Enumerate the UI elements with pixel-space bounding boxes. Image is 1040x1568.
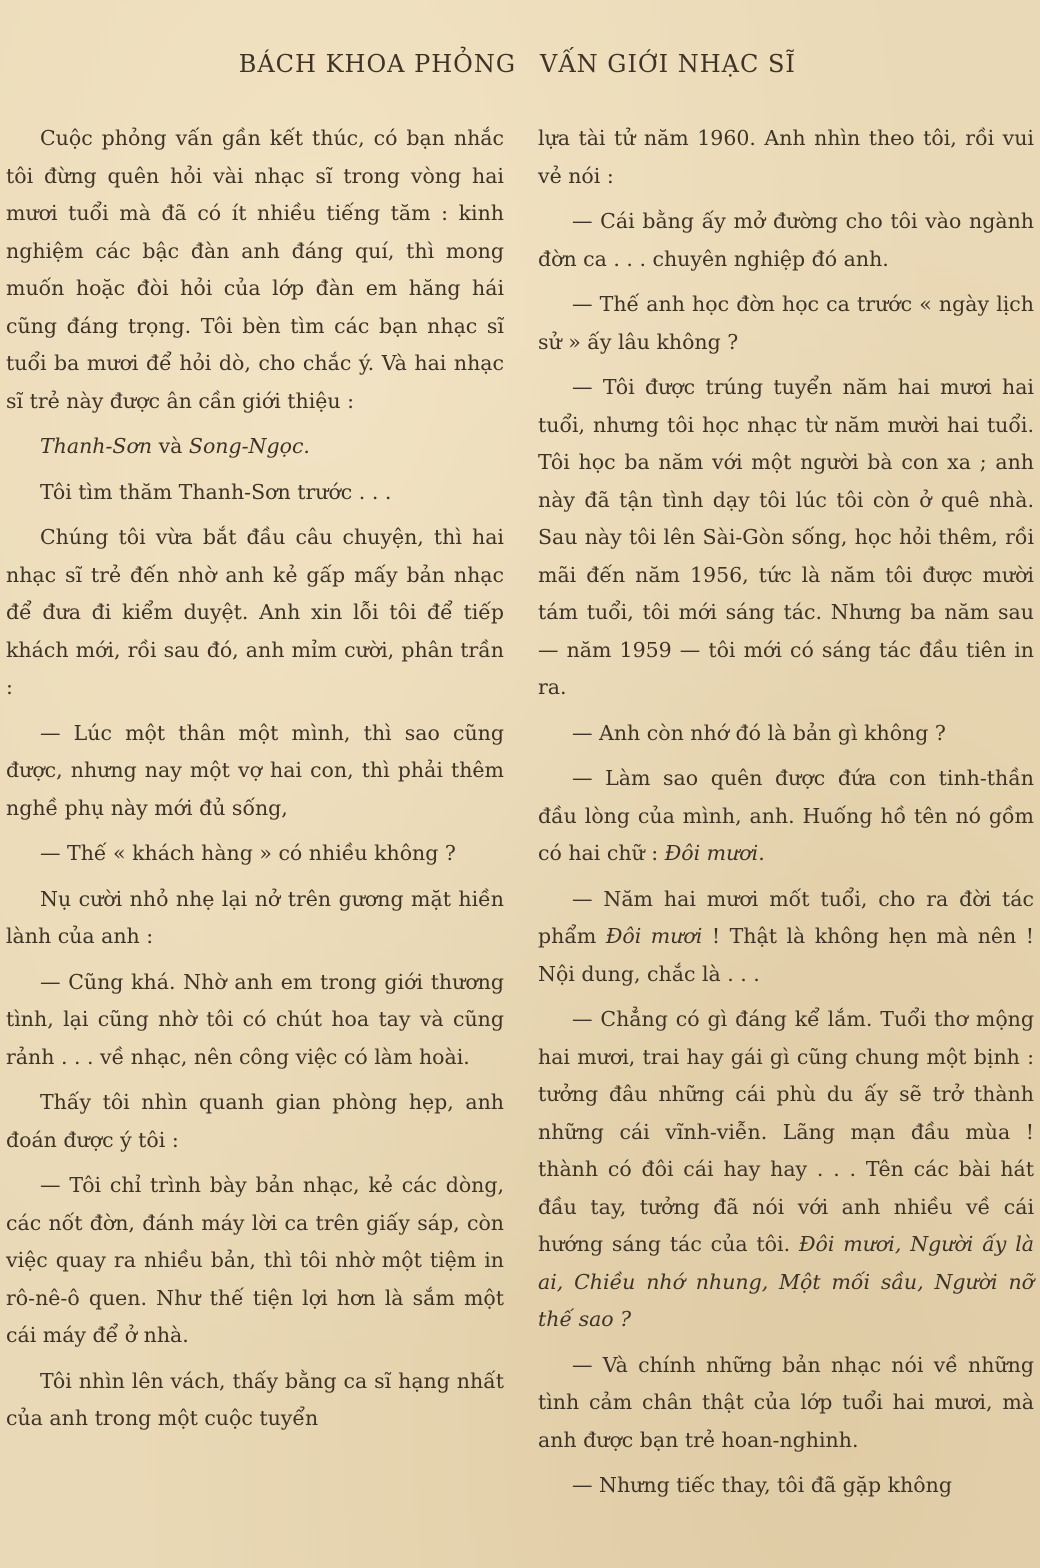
paragraph-text: ! Thật là không hẹn mà nên ! Nội dung, chắc là . . . <box>538 924 1034 986</box>
header-title-left: BÁCH KHOA PHỎNG <box>238 50 516 78</box>
paragraph: Tôi tìm thăm Thanh-Sơn trước . . . <box>40 479 392 504</box>
paragraph: — Tôi được trúng tuyển năm hai mươi hai tuổi, nhưng tôi học nhạc từ năm mười hai tuổi. Tôi học ba năm với một người bà con xa ; anh này đã tận tình dạy tôi lúc tôi còn ở quê nhà. Sau này tôi lên Sài-Gòn sống, học hỏi thêm, rồi mãi đến năm 1956, tức là năm tôi được mười tám tuổi, tôi mới sáng tác. Nhưng ba năm sau — năm 1959 — tôi mới có sáng tác đầu tiên in ra. <box>538 375 1034 699</box>
paragraph <box>538 881 1034 994</box>
paragraph: Chúng tôi vừa bắt đầu câu chuyện, thì hai nhạc sĩ trẻ đến nhờ anh kẻ gấp mấy bản nhạc để đưa đi kiểm duyệt. Anh xin lỗi tôi để tiếp khách mới, rồi sau đó, anh mỉm cười, phân trần : <box>6 525 504 699</box>
paragraph <box>538 760 1034 873</box>
paragraph: — Thế anh học đờn học ca trước « ngày lịch sử » ấy lâu không ? <box>538 292 1034 354</box>
paragraph <box>538 1001 1034 1339</box>
paragraph: — Anh còn nhớ đó là bản gì không ? <box>572 720 946 745</box>
paragraph: Nụ cười nhỏ nhẹ lại nở trên gương mặt hiền lành của anh : <box>6 886 504 948</box>
page-header <box>0 50 1040 90</box>
paragraph-text: — Năm hai mươi mốt tuổi, cho ra đời tác phẩm <box>538 886 1034 948</box>
song-title-doi-muoi: Đôi mươi <box>664 841 759 865</box>
paragraph: — Thế « khách hàng » có nhiều không ? <box>40 841 456 865</box>
paragraph: — Cũng khá. Nhờ anh em trong giới thương tình, lại cũng nhờ tôi có chút hoa tay và cũng rảnh . . . về nhạc, nên công việc có làm hoài. <box>6 969 504 1069</box>
names-joiner: và <box>158 434 183 458</box>
punctuation: . <box>758 841 765 865</box>
paragraph-text: — Làm sao quên được đứa con tinh-thần đầu lòng của mình, anh. Huống hồ tên nó gồm có hai chữ : <box>538 766 1034 865</box>
song-titles-list: Đôi mươi, Người ấy là ai, Chiều nhớ nhung, Một mối sầu, Người nỡ thế sao ? <box>538 1232 1034 1331</box>
paragraph: — Và chính những bản nhạc nói về những tình cảm chân thật của lớp tuổi hai mươi, mà anh được bạn trẻ hoan-nghinh. <box>538 1352 1034 1452</box>
right-column <box>538 120 1034 1513</box>
paragraph-text: — Chẳng có gì đáng kể lắm. Tuổi thơ mộng hai mươi, trai hay gái gì cũng chung một bịnh : tưởng đâu những cái phù du ấy sẽ trở thành những cái vĩnh-viễn. Lãng mạn đầu mùa ! thành có đôi cái hay hay . . . Tên các bài hát đầu tay, tưởng đã nói với anh nhiều về cái hướng sáng tác của tôi. <box>538 1007 1034 1256</box>
header-title-right: VẤN GIỚI NHẠC SĨ <box>540 50 796 78</box>
paragraph: lựa tài tử năm 1960. Anh nhìn theo tôi, rồi vui vẻ nói : <box>538 126 1034 188</box>
names-line <box>6 428 504 466</box>
paragraph: Cuộc phỏng vấn gần kết thúc, có bạn nhắc tôi đừng quên hỏi vài nhạc sĩ trong vòng hai mươi tuổi mà đã có ít nhiều tiếng tăm : kinh nghiệm các bậc đàn anh đáng quí, thì mong muốn hoặc đòi hỏi của lớp đàn em hăng hái cũng đáng trọng. Tôi bèn tìm các bạn nhạc sĩ tuổi ba mươi để hỏi dò, cho chắc ý. Và hai nhạc sĩ trẻ này được ân cần giới thiệu : <box>6 126 504 413</box>
paragraph: — Cái bằng ấy mở đường cho tôi vào ngành đờn ca . . . chuyên nghiệp đó anh. <box>538 209 1034 271</box>
name-song-ngoc: Song-Ngọc. <box>188 434 310 458</box>
name-thanh-son: Thanh-Sơn <box>40 434 153 458</box>
paragraph: — Tôi chỉ trình bày bản nhạc, kẻ các dòng, các nốt đờn, đánh máy lời ca trên giấy sáp, còn việc quay ra nhiều bản, thì tôi nhờ một tiệm in rô-nê-ô quen. Như thế tiện lợi hơn là sắm một cái máy để ở nhà. <box>6 1173 504 1347</box>
left-column <box>6 120 504 1446</box>
song-title-doi-muoi: Đôi mươi <box>605 924 703 948</box>
paragraph: — Nhưng tiếc thay, tôi đã gặp không <box>572 1473 952 1497</box>
paragraph: — Lúc một thân một mình, thì sao cũng được, nhưng nay một vợ hai con, thì phải thêm nghề phụ này mới đủ sống, <box>6 720 504 820</box>
paragraph: Tôi nhìn lên vách, thấy bằng ca sĩ hạng nhất của anh trong một cuộc tuyển <box>6 1368 504 1430</box>
paragraph: Thấy tôi nhìn quanh gian phòng hẹp, anh đoán được ý tôi : <box>6 1090 504 1152</box>
